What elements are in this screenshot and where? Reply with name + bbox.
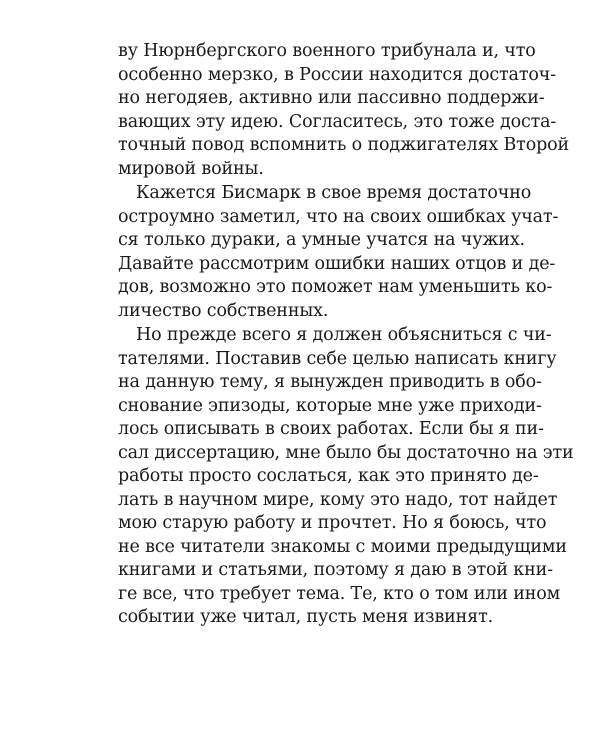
text-line: ге все, что требует тема. Те, кто о том или ином (118, 583, 561, 604)
text-line: мировой войны. (118, 158, 264, 179)
text-line: не все читатели знакомы с моими предыдущими (118, 536, 567, 557)
text-line: вающих эту идею. Согласитесь, это тоже доста- (118, 111, 557, 132)
text-line: ся только дураки, а умные учатся на чужих. (118, 230, 525, 250)
text-line: остроумно заметил, что на своих ошибках учат- (118, 206, 559, 227)
text-line: сал диссертацию, мне было бы достаточно на эти (118, 442, 574, 463)
text-line: работы просто сослаться, как это принято де- (118, 466, 539, 486)
paragraph-2 (118, 182, 559, 323)
paragraph-1 (118, 40, 570, 181)
text-line: книгами и статьями, поэтому я даю в этой кни- (118, 560, 553, 580)
paragraph-3 (118, 324, 574, 630)
text-line: дов, возможно это поможет нам уменьшить ко- (118, 277, 553, 297)
text-line: Кажется Бисмарк в свое время достаточно (136, 183, 532, 203)
text-line: особенно мерзко, в России находится достаточ- (118, 64, 556, 85)
body-text (118, 40, 574, 630)
text-line: мою старую работу и прочтет. Но я боюсь, что (118, 513, 547, 533)
text-line: тателями. Поставив себе целью написать книгу (118, 348, 557, 369)
text-line: на данную тему, я вынужден приводить в обо- (118, 372, 542, 392)
text-line: личество собственных. (118, 300, 329, 321)
text-line: снование эпизоды, которые мне уже приходи- (118, 395, 542, 416)
text-line: лось описывать в своих работах. Если бы я пи- (118, 419, 544, 439)
text-line: Но прежде всего я должен объясниться с чи- (136, 325, 552, 345)
text-line: ву Нюрнбергского военного трибунала и, что (118, 41, 536, 61)
text-line: лать в научном мире, кому это надо, тот найдет (118, 489, 558, 510)
text-line: но негодяев, активно или пассивно поддержи- (118, 88, 545, 108)
text-line: точный повод вспомнить о поджигателях Второй (118, 135, 570, 155)
text-line: событии уже читал, пусть меня извинят. (118, 607, 494, 627)
text-line: Давайте рассмотрим ошибки наших отцов и де- (118, 253, 556, 274)
